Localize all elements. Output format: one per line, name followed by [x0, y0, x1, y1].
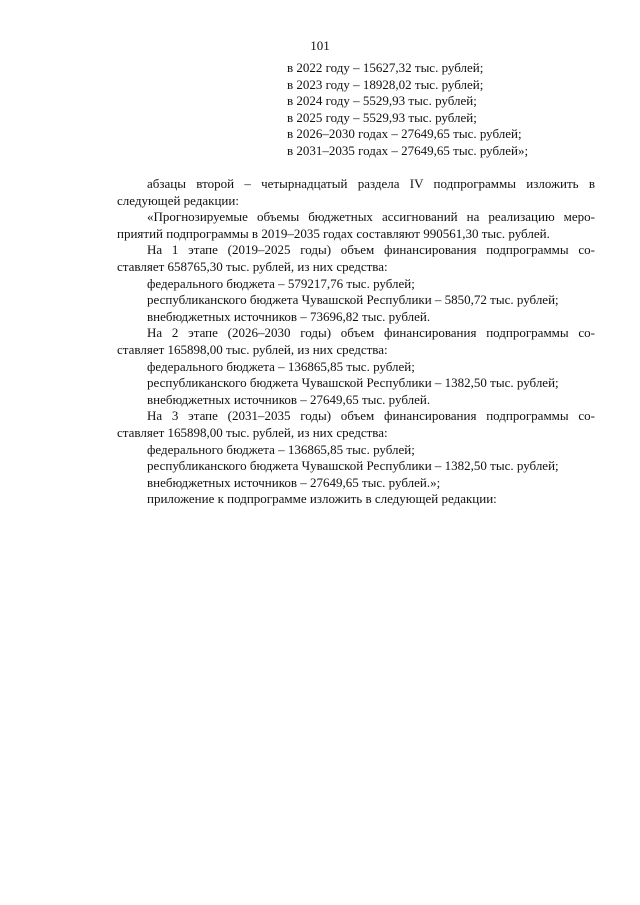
text-line: приятий подпрограммы в 2019–2035 годах составляют 990561,30 тыс. рублей. [117, 225, 550, 241]
text-line: внебюджетных источников – 73696,82 тыс. рублей. [147, 308, 431, 324]
text-line: На 1 этапе (2019–2025 годы) объем финансирования подпрограммы со- [147, 242, 595, 258]
text-line: «Прогнозируемые объемы бюджетных ассигнований на реализацию меро- [147, 209, 595, 225]
text-line: ставляет 165898,00 тыс. рублей, из них средства: [117, 341, 388, 357]
text-line: внебюджетных источников – 27649,65 тыс. рублей. [147, 391, 431, 407]
amount-line: в 2025 году – 5529,93 тыс. рублей; [287, 109, 477, 125]
amount-line: в 2026–2030 годах – 27649,65 тыс. рублей; [287, 126, 522, 142]
text-line: ставляет 658765,30 тыс. рублей, из них средства: [117, 258, 388, 274]
amount-line: в 2022 году – 15627,32 тыс. рублей; [287, 60, 484, 75]
text-line: ставляет 165898,00 тыс. рублей, из них средства: [117, 424, 388, 440]
text-line: федерального бюджета – 579217,76 тыс. рублей; [147, 275, 415, 291]
text-line: федерального бюджета – 136865,85 тыс. рублей; [147, 358, 415, 374]
page-number: 101 [310, 38, 330, 53]
text-line: федерального бюджета – 136865,85 тыс. рублей; [147, 441, 415, 457]
body-text [117, 176, 595, 508]
text-line: приложение к подпрограмме изложить в следующей редакции: [147, 491, 497, 507]
text-line: республиканского бюджета Чувашской Республики – 1382,50 тыс. рублей; [147, 458, 559, 474]
amount-line: в 2024 году – 5529,93 тыс. рублей; [287, 93, 477, 109]
text-line: республиканского бюджета Чувашской Республики – 1382,50 тыс. рублей; [147, 375, 559, 391]
text-line: следующей редакции: [117, 192, 239, 208]
yearly-amounts-list [287, 60, 528, 160]
text-line: внебюджетных источников – 27649,65 тыс. рублей.»; [147, 474, 441, 490]
text-line: На 2 этапе (2026–2030 годы) объем финансирования подпрограммы со- [147, 325, 595, 341]
text-line: На 3 этапе (2031–2035 годы) объем финансирования подпрограммы со- [147, 408, 595, 424]
amount-line: в 2031–2035 годах – 27649,65 тыс. рублей»; [287, 142, 529, 158]
text-line: республиканского бюджета Чувашской Республики – 5850,72 тыс. рублей; [147, 292, 559, 308]
text-line: абзацы второй – четырнадцатый раздела IV подпрограммы изложить в [147, 176, 595, 191]
amount-line: в 2023 году – 18928,02 тыс. рублей; [287, 76, 484, 92]
